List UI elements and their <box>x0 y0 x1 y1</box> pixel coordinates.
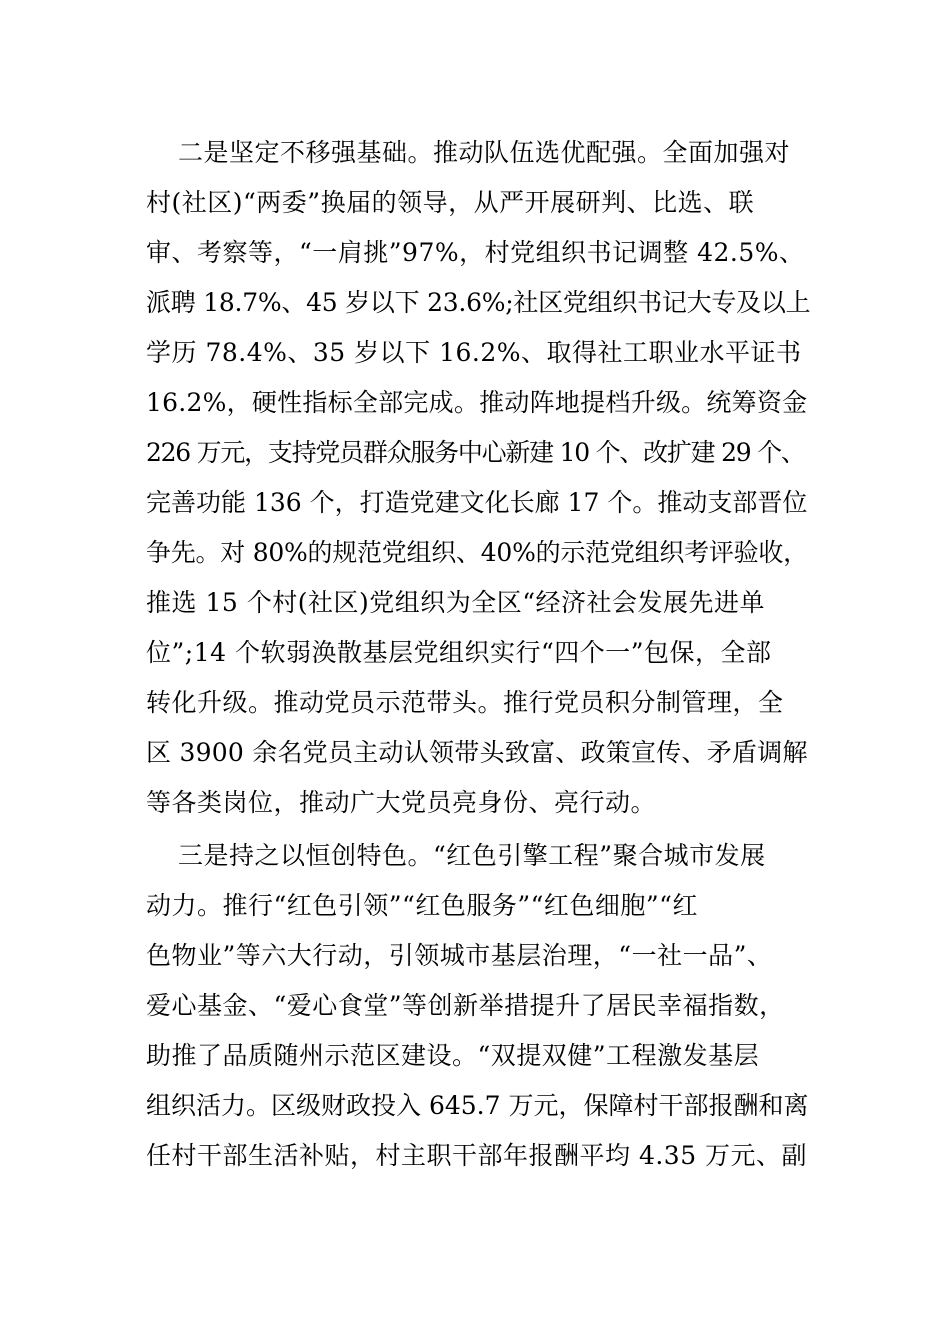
text-line: 爱心基金、“爱心食堂”等创新举措提升了居民幸福指数， <box>146 991 785 1020</box>
text-line: 完善功能 136 个，打造党建文化长廊 17 个。推动支部晋位 <box>146 488 808 517</box>
text-line: 等各类岗位，推动广大党员亮身份、亮行动。 <box>146 788 657 817</box>
text-line: 16.2%，硬性指标全部完成。推动阵地提档升级。统筹资金 <box>146 388 808 417</box>
text-line: 派聘 18.7%、45 岁以下 23.6%;社区党组织书记大专及以上 <box>146 288 811 317</box>
text-line: 审、考察等，“一肩挑”97%，村党组织书记调整 42.5%、 <box>146 238 805 267</box>
text-line: 助推了品质随州示范区建设。“双提双健”工程激发基层 <box>146 1041 760 1070</box>
text-line: 组织活力。区级财政投入 645.7 万元，保障村干部报酬和离 <box>146 1091 809 1120</box>
text-line: 推选 15 个村(社区)党组织为全区“经济社会发展先进单 <box>146 588 765 617</box>
text-line: 区 3900 余名党员主动认领带头致富、政策宣传、矛盾调解 <box>146 738 808 767</box>
text-line: 位”;14 个软弱涣散基层党组织实行“四个一”包保，全部 <box>146 638 772 667</box>
text-line: 三是持之以恒创特色。“红色引擎工程”聚合城市发展 <box>178 841 766 870</box>
text-line: 村(社区)“两委”换届的领导，从严开展研判、比选、联 <box>146 188 755 217</box>
text-line: 转化升级。推动党员示范带头。推行党员积分制管理，全 <box>146 688 784 717</box>
text-line: 任村干部生活补贴，村主职干部年报酬平均 4.35 万元、副 <box>146 1141 808 1170</box>
text-line: 色物业”等六大行动，引领城市基层治理，“一社一品”、 <box>146 941 773 970</box>
text-line: 学历 78.4%、35 岁以下 16.2%、取得社工职业水平证书 <box>146 338 802 367</box>
text-line: 争先。对 80%的规范党组织、40%的示范党组织考评验收， <box>146 538 808 567</box>
text-line: 226 万元，支持党员群众服务中心新建 10 个、改扩建 29 个、 <box>146 438 805 467</box>
text-line: 动力。推行“红色引领”“红色服务”“红色细胞”“红 <box>146 891 698 920</box>
text-line: 二是坚定不移强基础。推动队伍选优配强。全面加强对 <box>178 138 791 167</box>
